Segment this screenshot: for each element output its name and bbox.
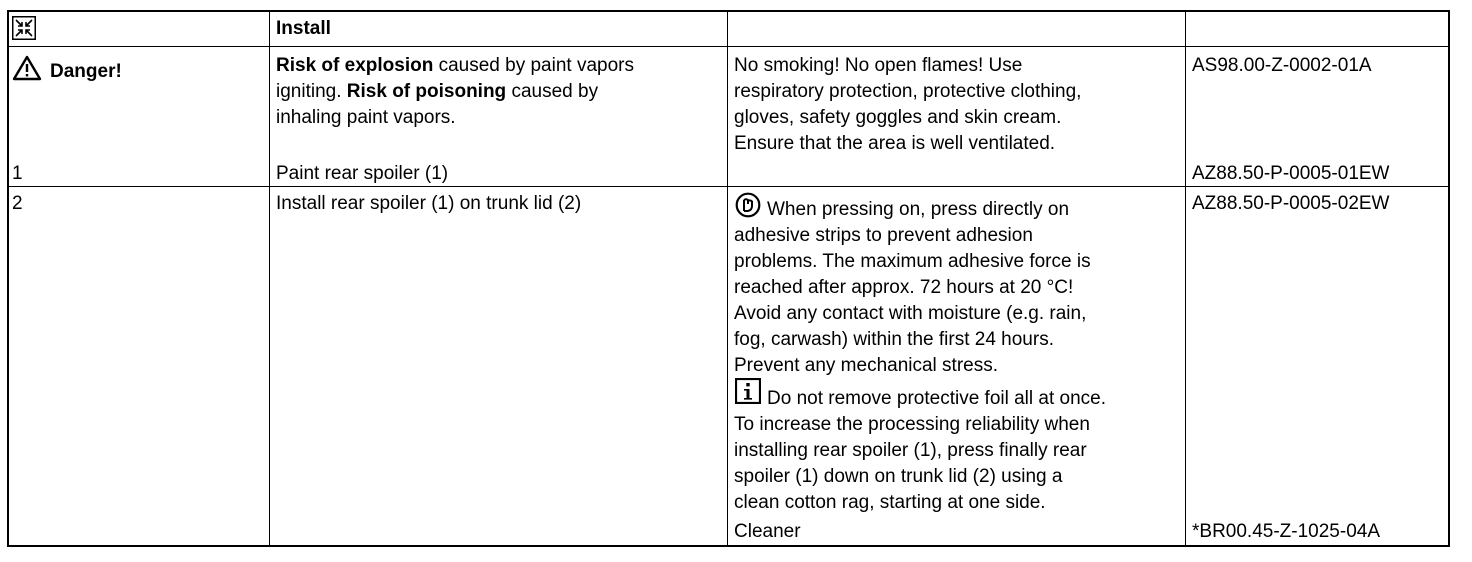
cleaner-reference-link[interactable]: *BR00.45-Z-1025-04A [1192,521,1380,542]
step2-reference-link[interactable]: AZ88.50-P-0005-02EW [1192,193,1390,214]
info-icon [735,378,761,409]
note-line: fog, carwash) within the first 24 hours. [734,329,1054,350]
safety-measure-line: respiratory protection, protective clothing, [734,81,1082,102]
step1-reference-link[interactable]: AZ88.50-P-0005-01EW [1192,163,1390,184]
step-number: 2 [12,193,23,214]
note-line: When pressing on, press directly on [767,199,1070,220]
column-divider [1185,12,1186,545]
danger-reference-link[interactable]: AS98.00-Z-0002-01A [1192,55,1372,76]
note-line: Prevent any mechanical stress. [734,355,999,376]
note-line: adhesive strips to prevent adhesion [734,225,1033,246]
install-arrows-icon [12,16,36,45]
danger-label: Danger! [50,61,122,82]
step-text: Paint rear spoiler (1) [276,163,449,184]
risk-line-3: inhaling paint vapors. [276,107,456,128]
info-line: To increase the processing reliability when [734,414,1090,435]
info-line: Do not remove protective foil all at once. [767,388,1107,409]
warning-triangle-icon [12,55,42,86]
cleaner-label: Cleaner [734,521,801,542]
column-divider [727,12,728,545]
safety-measure-line: Ensure that the area is well ventilated. [734,133,1056,154]
risk-line-1: Risk of explosion caused by paint vapors [276,55,634,76]
risk-line-2: igniting. Risk of poisoning caused by [276,81,599,102]
info-line: installing rear spoiler (1), press finally rear [734,440,1087,461]
note-line: reached after approx. 72 hours at 20 °C! [734,277,1074,298]
procedure-table [7,10,1450,547]
caution-hand-icon [735,192,761,223]
info-line: spoiler (1) down on trunk lid (2) using a [734,466,1063,487]
safety-measure-line: gloves, safety goggles and skin cream. [734,107,1062,128]
step-text: Install rear spoiler (1) on trunk lid (2) [276,193,582,214]
note-line: problems. The maximum adhesive force is [734,251,1091,272]
column-divider [269,12,270,545]
step-number: 1 [12,163,23,184]
info-line: clean cotton rag, starting at one side. [734,492,1046,513]
note-line: Avoid any contact with moisture (e.g. rain, [734,303,1087,324]
row-divider [9,46,1448,47]
safety-measure-line: No smoking! No open flames! Use [734,55,1023,76]
section-title: Install [276,18,331,39]
